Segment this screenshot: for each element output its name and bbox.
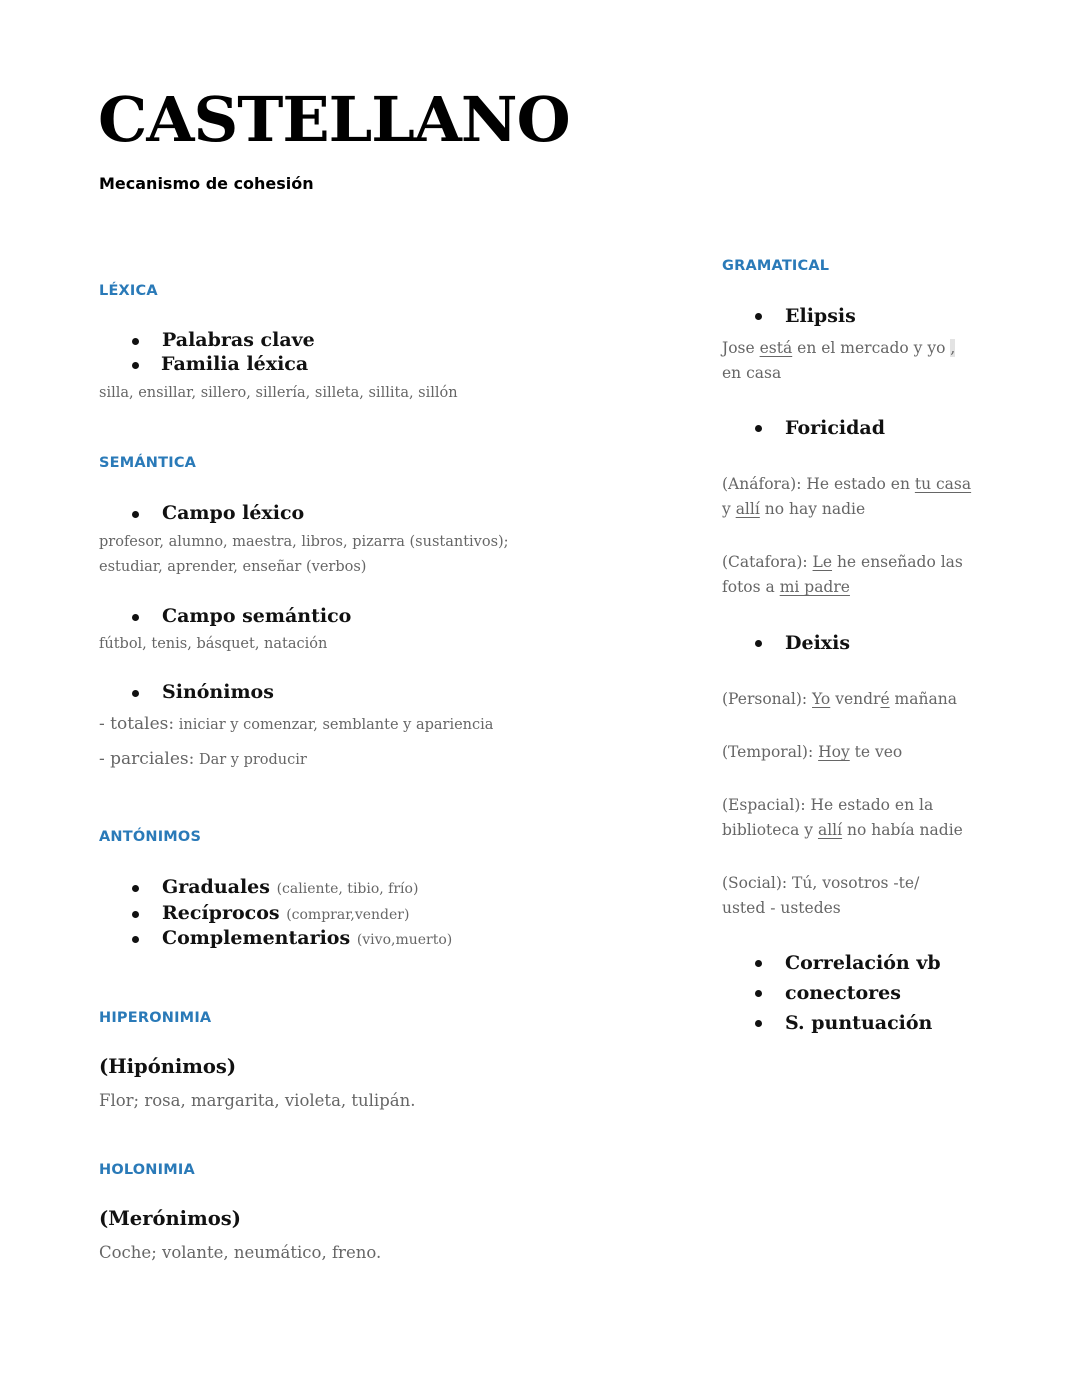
section-heading-hiperonimia: HIPERONIMIA — [99, 1010, 212, 1026]
bullet-icon — [755, 960, 762, 967]
deixis-espacial: (Espacial): He estado en la biblioteca y allí no había nadie — [722, 796, 963, 839]
list-item: Familia léxica — [99, 353, 315, 377]
list-item: Palabras clave — [99, 329, 315, 353]
sinonimos-item — [99, 681, 274, 705]
page-subtitle: Mecanismo de cohesión — [99, 174, 314, 193]
bullet-icon — [132, 936, 139, 943]
antonimos-list — [99, 876, 452, 953]
holonimia-example: Coche; volante, neumático, freno. — [99, 1243, 382, 1262]
section-heading-holonimia: HOLONIMIA — [99, 1162, 195, 1178]
campo-lexico-item — [99, 502, 304, 526]
list-item: S. puntuación — [722, 1008, 941, 1038]
list-item: Complementarios (vivo,muerto) — [99, 927, 452, 953]
bullet-icon — [755, 1020, 762, 1027]
bullet-icon — [132, 614, 139, 621]
section-heading-antonimos: ANTÓNIMOS — [99, 829, 202, 845]
sinonimos-totales: - totales: iniciar y comenzar, semblante y apariencia — [99, 714, 494, 734]
bullet-icon — [132, 511, 139, 518]
gramatical-final-list — [722, 948, 941, 1038]
section-heading-semantica: SEMÁNTICA — [99, 455, 197, 471]
elipsis-item — [722, 301, 856, 331]
list-item: Deixis — [722, 628, 850, 658]
bullet-icon — [132, 911, 139, 918]
campo-lexico-line2: estudiar, aprender, enseñar (verbos) — [99, 559, 367, 575]
list-item: Campo semántico — [99, 605, 351, 629]
deixis-personal: (Personal): Yo vendré mañana — [722, 690, 957, 708]
bullet-icon — [755, 313, 762, 320]
bullet-icon — [755, 990, 762, 997]
deixis-temporal: (Temporal): Hoy te veo — [722, 743, 903, 761]
deixis-item — [722, 628, 850, 658]
campo-semantico-example: fútbol, tenis, básquet, natación — [99, 636, 328, 652]
hiponimos-heading: (Hipónimos) — [99, 1055, 237, 1078]
list-item: Recíprocos (comprar,vender) — [99, 902, 452, 928]
list-item: Foricidad — [722, 413, 885, 443]
list-item: Elipsis — [722, 301, 856, 331]
meronimos-heading: (Merónimos) — [99, 1207, 241, 1230]
lexica-list — [99, 329, 315, 376]
hiperonimia-example: Flor; rosa, margarita, violeta, tulipán. — [99, 1091, 416, 1110]
anafora-example: (Anáfora): He estado en tu casa y allí no hay nadie — [722, 475, 972, 518]
bullet-icon — [755, 640, 762, 647]
catafora-example: (Catafora): Le he enseñado las fotos a mi padre — [722, 553, 963, 596]
list-item: conectores — [722, 978, 941, 1008]
deixis-social: (Social): Tú, vosotros -te/ usted - ustedes — [722, 874, 920, 917]
section-heading-lexica: LÉXICA — [99, 283, 158, 299]
elipsis-example: Jose está en el mercado y yo , en casa — [722, 339, 956, 382]
sinonimos-parciales: - parciales: Dar y producir — [99, 749, 307, 769]
section-heading-gramatical: GRAMATICAL — [722, 258, 830, 274]
list-item: Graduales (caliente, tibio, frío) — [99, 876, 452, 902]
bullet-icon — [132, 690, 139, 697]
page-title: CASTELLANO — [98, 83, 570, 156]
campo-lexico-line1: profesor, alumno, maestra, libros, pizarra (sustantivos); — [99, 534, 509, 550]
foricidad-item — [722, 413, 885, 443]
lexica-example: silla, ensillar, sillero, sillería, silleta, sillita, sillón — [99, 385, 458, 401]
list-item: Campo léxico — [99, 502, 304, 526]
bullet-icon — [755, 425, 762, 432]
bullet-icon — [132, 362, 139, 369]
list-item: Sinónimos — [99, 681, 274, 705]
campo-semantico-item — [99, 605, 351, 629]
bullet-icon — [132, 338, 139, 345]
bullet-icon — [132, 885, 139, 892]
list-item: Correlación vb — [722, 948, 941, 978]
